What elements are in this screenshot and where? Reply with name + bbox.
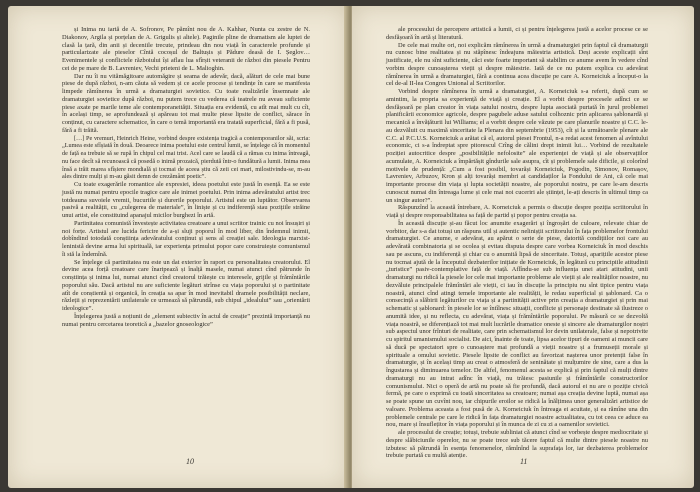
paragraph: Vorbind despre rămînerea în urmă a dramaturgiei, A. Korneiciuk s-a referit, după cum se amintim, la propria sa experiență de viață și creație. El a vorbit despre procesele adînci ce se desfășoară pe plan creator în viața satului nostru, despre lupta asociată purtată în jurul problemei planificării economice agricole, despre pagubele aduse satului colhoznic prin aplicarea șablonardă și mecanică a învățăturii lui Williams; el a vorbit despre cele văzute pe care planurile noastre și C.C. le-au dezvăluit cu maximă sinceritate la Plenara din septembrie (1953), cît și la următoarele plenare ale C.C. al P.C.U.S. Korneiciuk a arătat că el, autorul piesei Frontul, n-a redat acest fenomen al avîntului economic, ci s-a îndreptat spre pitorescul Crîng de călini drept inimii lui… Vorbind de rezultatele poziției autocritice despre „posibilitățile nefolosite” ale experienței de viață și ale observațiilor acumulate, A. Korneiciuk a împărtășit gîndurile sale asupra, cît și problemele sale dificile, și colorînd motivele de prudență: „Cum a fost posibil, tovarăși Korneiciuk, Pogodin, Simonov, Romașov, Lavreniev, Arbuzov, Kron și alți tovarăși membri ai candidaților la Fondului de Ani, că cele mai importante procese din viața și lupta societății noastre, ale poporului nostru, pe care le-am descris cunoscut numai din întreaga lume și cele mai noi cuceriri ale științei, le-ați descris în ultimul timp ca un singur autor?”. <box>386 88 648 204</box>
left-page <box>8 6 348 488</box>
quote-paragraph: […] Pe vremuri, Heinrich Heine, vorbind despre existența tragică a contemporanilor săi, scria: „Lumea este sfîșiată în două. Deoarece inima poetului este centrul lumii, se înțelege că în momentul de față ea trebuie să se rupă în chipul cel mai trist. Acel care se laudă că a rămas cu inima întreagă, nu face decît să recunoască că posedă o inimă prozaică, pierdută într-o fundătură a lumii. Inima mea însă a trăit marea sfîșiere mondială și tocmai de aceea știu că zeii cei mari, milostivindu-se, m-au ales dintre mulți și m-au găsit demn de crezământ poetic”. <box>62 134 310 181</box>
paragraph: ale procesului de creație; totuși, trebuie subliniat că atunci cînd se vorbește despre mediocritate și despre slăbiciunile operelor, nu se poate trece sub tăcere faptul că multe dintre piesele noastre nu izbutesc să pătrundă în esența fenomenelor, rămînînd la suprafața lor, iar dezbaterea problemelor trebuie purtată cu multă atenție. <box>386 429 648 460</box>
paragraph: De cele mai multe ori, noi explicăm rămînerea în urmă a dramaturgiei prin faptul că dramaturgii nu cunosc bine realitatea și nu stăpînesc îndeajuns măiestria artistică. Deși aceste explicații sînt justificate, ele nu sînt suficiente, căci este foarte important să stabilim ce anume avem în vedere cînd vorbim despre cunoașterea vieții și despre măiestrie. Iată de ce nu putem explica cu adevărat rămînerea în urmă a dramaturgiei, fără a continua acea discuție pe care A. Korneiciuk a început-o la cel de-al II-lea Congres Unional al Scriitorilor. <box>386 41 648 88</box>
paragraph: Partinitatea comunistă învestește activitatea creatoare a unui scriitor trainic cu noi însușiri și noi forțe. Artistul are lucida fericire de a-și sluji poporul în mod liber, din îndemnul inimii, dobîndind totodată conștiința adevăratului conținut și sens al creației sale. Ideologia marxist-leninistă devine arma lui spirituală, iar experiența primului popor care construiește comunismul îi stă la îndemînă. <box>62 219 310 258</box>
paragraph: și Inima nu iartă de A. Sofronov, Pe pămînt nou de A. Kahhar, Nunta cu zestre de N. Diakonov, Argila și porțelan de A. Grigulis și altele). Paginile pline de dramatism ale luptei de clasă la țară, din anii și deceniile trecute, prindeau din nou viață în caracterele profunde și particularizate ale pieselor Cîntă cocoșul de Baltușis și Pădure deasă de I. Șeglov… Evenimentele și conflictele războiului își aflau lua sfîrșit veteranii de război din piesele Pentru cei de pe mare de B. Lavreniev, Vechi prieteni de L. Malioghin. <box>62 26 310 72</box>
paragraph: Se înțelege că partinitatea nu este un dat exterior în raport cu personalitatea creatorului. El devine acea forță creatoare care înaripează și înalță masele, numai atunci cînd pătrunde în conștiința și inima lui, numai atunci cînd creatorul trăiește cu interesele, grijile și frămîntările poporului său. Dacă artistul nu are suficiente legături strînse cu viața poporului și o partinitate atît de conștientă și organică, în creația sa apar în mod inevitabil dramele posibilității neclare, răzleții și reprezentării unilaterale ce urmează să pătrundă, sub chipul „idealului” sau „orientării ideologice”. <box>62 258 310 312</box>
paragraph: Dar nu îi nu vitămăgitoare automăgire și seama de adevăr, dacă, alături de cele mai bune piese de după război, n-am căuta să vedem și ce acele procese și tendințe în care se manifesta limpede rămînerea în urmă a dramaturgiei sovietice. Cu toate realizările însemnate ale dramaturgiei sovietice după război, nu putem trece cu vederea că teatrele nu aveau suficiente piese axate pe marile teme ale contemporaneității. Situația era evidentă, cu atît mai mult cu cît, în același timp, se aprofundează și apăreau tot mai multe piese lipsite de conflict, sărace în conținut, cu caractere schematice, în care o temă importantă era tratată superficial, fără a fi pusă, fără a fi trăită. <box>62 72 310 134</box>
paragraph: Înțelegerea justă a noțiunii de „element subiectiv în actul de creație” prezintă importanță nu numai pentru cercetarea teoretică a „bazelor gnoseologice” <box>62 312 310 328</box>
paragraph: În această discuție și-au făcut loc anumite exagerări și îngroșări de culoare, relevate chiar de vorbitor, dar s-a dat totuși un răspuns util și autentic nelinișții scriitorului în fața problemelor frontului dramaturgiei. Ce anume, e adevărat, au apărut o serie de piese, datorită condițiilor noi care au adevărată combinatoria și se ocolea și evitau disputa despre care vorbea Korneiciuk în mod deschis sau pe ascuns, cu indiferență și chiar cu o anumită lipsă de sinceritate. Totuși, aparițiile acestor piese nu tocmai ajută de la începutul dezbaterilor inițiate de Korneiciuk, în legătură cu principiile atitudinii „turistice” pasiv-contemplative față de viață. Aflîndu-se sub influența unei atari atitudini, unii dramaturgi nu ridică la piesele lor cele mai importante probleme ale vieții și ale realităților noastre, nu dezvăluie principalele frămîntări ale vieții, ci iau în discuție la principiu nu sînt tipice pentru viața noastră, atunci cînd atingi temele importante ale realității, le redau superficial și șablonard. Ca o consecință a slăbirii legăturilor cu viața și a partinității active prin creația a dramaturgiei și prin mai schematic și șablonard: în piesele lor se întîlnesc situații, conflicte și personaje destinate să ilustreze o anumită idee, și nu reflecta, cu adevărat, viața și frămîntările poporului. Pe măsură ce se dezvoltă viața noastră, se diferențiază tot mai mult lucrările dramatice oneste și sincere ale dramaturgilor noștri sub aspectul unor frînturi de realitate, care prin schematismul lor devin unilaterale, false și nepotrivite cu spiritul umanismului socialist. De aici, înainte de toate, lipsa acelor tipuri de oameni ai muncii care să ducă pe spectatori spre o cunoaștere mai profundă a vieții noastre și a frumuseții morale și spirituale a omului sovietic. Piesele lipsite de conflict au favorizat nașterea unor pretenții false în dramaturgie, și în același timp au creat o atmosferă de seninătate și mulțumire de sine, care a dus la îngustarea și diminuarea temelor. De altfel, fenomenul acesta se explică și prin faptul că mulți dintre dramaturgi nu au intrat adînc în viață, nu trăiesc pasiunile și frămîntările constructorilor comunismului. Nici o operă de artă nu poate să fie profundă, dacă autorul ei nu are o poziție civică fermă, pe care o exprimă cu toată sinceritatea sa creatoare; numai așa creația devine luptă, numai așa se poate spune un cuvînt nou, iar chipurile eroilor se ridică la înălțimea unor generalizări artistice de valoare. Problema aceasta a fost pusă de A. Korneiciuk în întreaga ei acuitate, și ea rămîne una din problemele centrale pe care le ridică în fața dramaturgiei noastre actualitatea, cu tot ceea ce aduce ea nou, mare și însuflețitor în viața poporului și în munca de zi cu zi a oamenilor sovietici. <box>386 219 648 429</box>
page-number-right: 11 <box>520 457 528 466</box>
paragraph: Răspunzînd la această întrebare, A. Korneiciuk a permis o discuție despre poziția scriitorului în viață și despre responsabilitatea sa față de partid și popor pentru creația sa. <box>386 204 648 219</box>
page-number-left: 10 <box>186 457 194 466</box>
right-page <box>352 6 694 488</box>
right-page-text <box>386 26 648 460</box>
paragraph: ale procesului de percepere artistică a lumii, ci și pentru înțelegerea justă a acelor procese ce se desfășoară în artă și literatură. <box>386 26 648 41</box>
left-page-text <box>62 26 310 328</box>
paragraph: Cu toate exagerările romantice ale expresiei, ideea poetului este justă în esență. Ea se este justă nu numai pentru epocile tragice care ale inimei poetului. Prin inima adevăratului artist trec totdeauna suvoiele vremii, bucuriile și durerile poporului. Artistul este un luptător. Observarea pasivă a realității, cu „culegerea de materiale”, în liniște și cu indiferență stau pozițiile străine unui artist, ele constituind apanajul micilor burghezi în artă. <box>62 181 310 219</box>
